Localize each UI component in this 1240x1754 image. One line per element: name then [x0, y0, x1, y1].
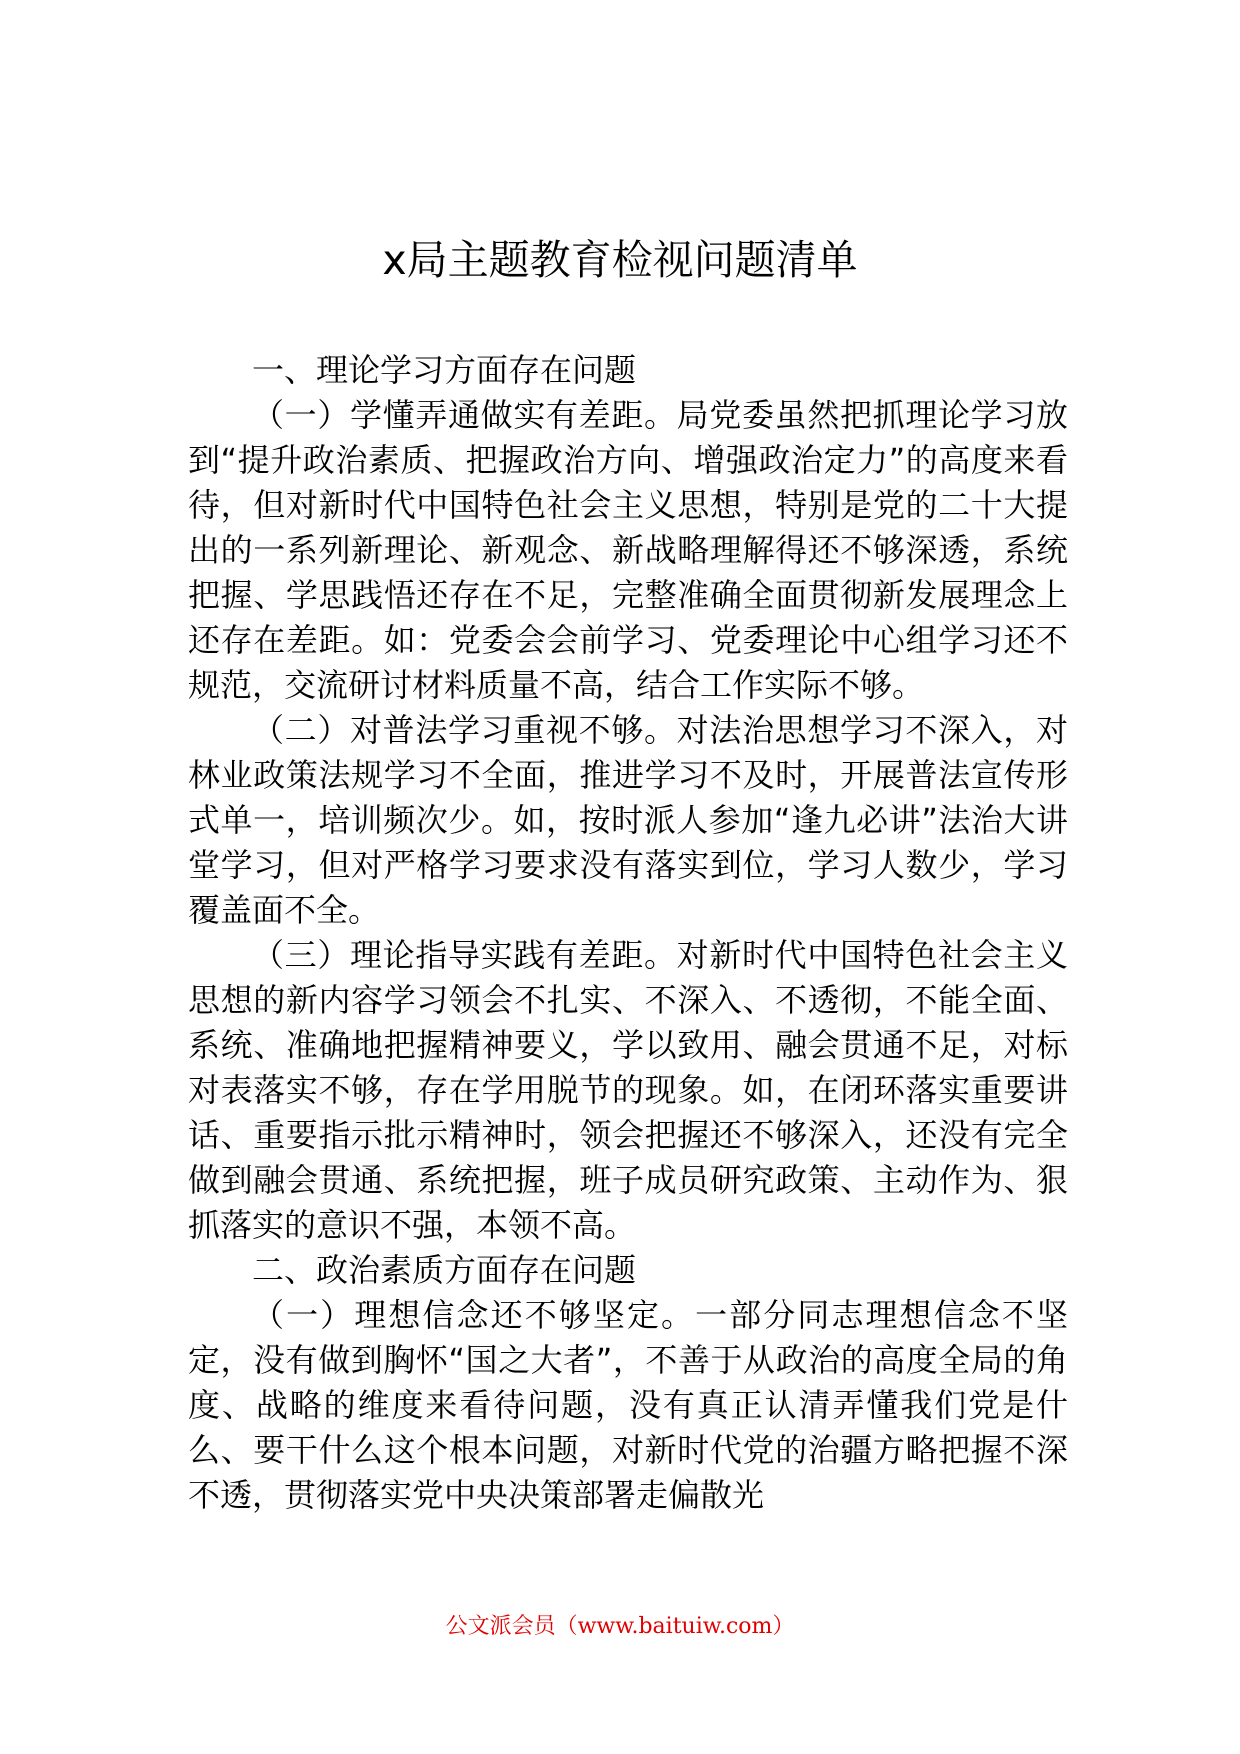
paragraph-political-1: （一）理想信念还不够坚定。一部分同志理想信念不坚定，没有做到胸怀“国之大者”，不善于从政治的高度全局的角度、战略的维度来看待问题，没有真正认清弄懂我们党是什么、要干什么这个根本问题，对新时代党的治疆方略把握不深不透，贯彻落实党中央决策部署走偏散光: [188, 1296, 1068, 1514]
footer-watermark: 公文派会员（www.baituiw.com）: [445, 1614, 795, 1639]
paragraph-theory-1: （一）学懂弄通做实有差距。局党委虽然把抓理论学习放到“提升政治素质、把握政治方向、增强政治定力”的高度来看待，但对新时代中国特色社会主义思想，特别是党的二十大提出的一系列新理论、新观念、新战略理解得还不够深透，系统把握、学思践悟还存在不足，完整准确全面贯彻新发展理念上还存在差距。如：党委会会前学习、党委理论中心组学习还不规范，交流研讨材料质量不高，结合工作实际不够。: [188, 396, 1068, 704]
section-heading-theory-study: 一、理论学习方面存在问题: [252, 351, 637, 389]
document-body: [188, 348, 1068, 1518]
section-heading-political-quality: 二、政治素质方面存在问题: [252, 1251, 637, 1289]
paragraph-theory-2: （二）对普法学习重视不够。对法治思想学习不深入，对林业政策法规学习不全面，推进学习不及时，开展普法宣传形式单一，培训频次少。如，按时派人参加“逢九必讲”法治大讲堂学习，但对严格学习要求没有落实到位，学习人数少，学习覆盖面不全。: [188, 711, 1068, 929]
document-title: x局主题教育检视问题清单: [382, 236, 858, 284]
paragraph-theory-3: （三）理论指导实践有差距。对新时代中国特色社会主义思想的新内容学习领会不扎实、不深入、不透彻，不能全面、系统、准确地把握精神要义，学以致用、融会贯通不足，对标对表落实不够，存在学用脱节的现象。如，在闭环落实重要讲话、重要指示批示精神时，领会把握还不够深入，还没有完全做到融会贯通、系统把握，班子成员研究政策、主动作为、狠抓落实的意识不强，本领不高。: [188, 936, 1068, 1244]
